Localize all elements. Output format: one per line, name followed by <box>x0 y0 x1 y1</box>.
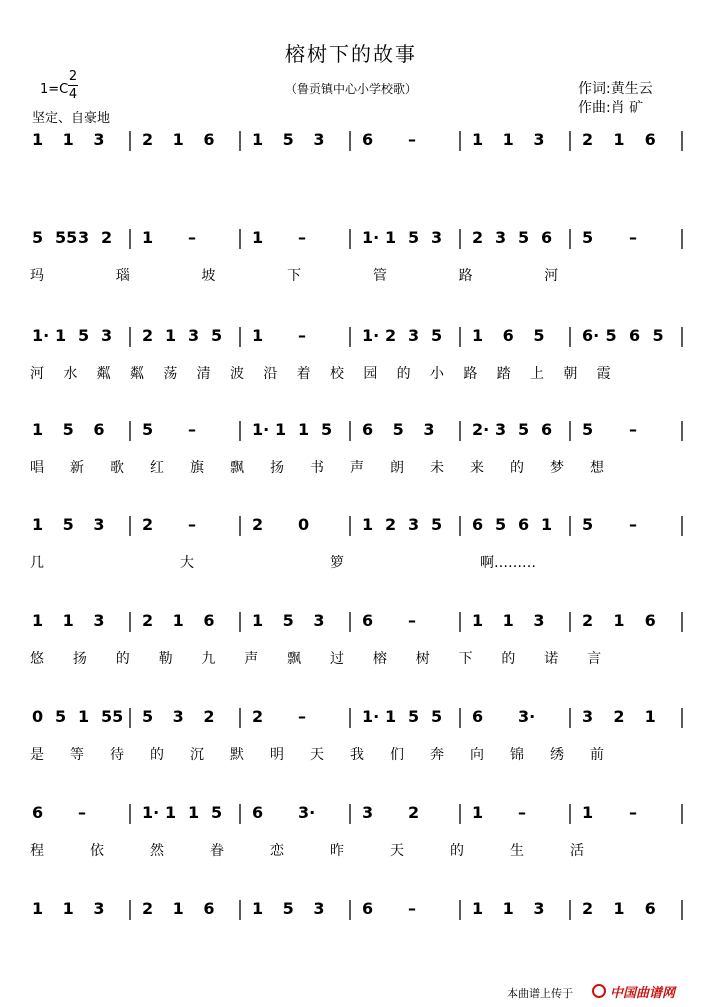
lyric-char: 是 <box>30 747 44 763</box>
note: 2 <box>142 130 154 149</box>
composer: 作曲:肖 矿 <box>578 100 644 116</box>
lyric-char: 声 <box>244 651 259 667</box>
lyric-char: 坡 <box>201 268 216 284</box>
note: 1· <box>362 707 380 726</box>
lyric-char: 啊……… <box>480 555 536 571</box>
lyric-char: 树 <box>415 651 430 667</box>
lyric-char: 旗 <box>190 460 204 476</box>
note: 6 <box>644 130 656 149</box>
note: 1 <box>472 803 484 822</box>
lyric-char: 波 <box>230 366 244 382</box>
note: 6 <box>629 326 641 345</box>
note: 6 <box>541 228 553 247</box>
logo-icon <box>592 984 606 998</box>
note: 1 <box>472 326 484 345</box>
note: 5 <box>652 326 664 345</box>
note: 3 <box>431 228 443 247</box>
note: – <box>629 228 637 247</box>
note: 3 <box>313 899 325 918</box>
note: 3 <box>408 326 420 345</box>
lyric-char: 校 <box>330 366 344 382</box>
lyric-char: 路 <box>463 366 478 382</box>
note: 5 <box>518 420 530 439</box>
note: 2 <box>582 611 594 630</box>
note: 2 <box>252 515 264 534</box>
lyric-char: 管 <box>372 268 387 284</box>
note: 3 <box>188 326 200 345</box>
note: 1· <box>362 228 380 247</box>
lyric-char: 瑙 <box>115 268 130 284</box>
note: 6 <box>472 515 484 534</box>
lyric-char: 想 <box>590 460 604 476</box>
note: 2 <box>142 326 154 345</box>
note: 1 <box>172 899 184 918</box>
note: 1 <box>502 899 514 918</box>
note: 5 <box>142 420 154 439</box>
note: 2 <box>142 515 154 534</box>
note: 1 <box>385 707 397 726</box>
note: 3 <box>423 420 435 439</box>
note: 5 <box>582 515 594 534</box>
note: 3 <box>172 707 184 726</box>
note: 6 <box>541 420 553 439</box>
note: 1 <box>252 130 264 149</box>
note: 1 <box>78 707 90 726</box>
note: – <box>298 707 306 726</box>
note: 1 <box>62 899 74 918</box>
note: 5 <box>408 707 420 726</box>
note: 1 <box>613 611 625 630</box>
note: 6 <box>203 130 215 149</box>
lyric-char: 水 <box>63 366 78 382</box>
lyric-char: 霞 <box>596 366 611 382</box>
lyric-char: 河 <box>544 268 559 284</box>
note: 5 <box>582 420 594 439</box>
note: 55 <box>101 707 124 726</box>
note: 2 <box>385 326 397 345</box>
note: 5 <box>142 707 154 726</box>
note: 5 <box>78 326 90 345</box>
note: 3 <box>93 130 105 149</box>
lyric-char: 沿 <box>263 366 278 382</box>
note: 1· <box>362 326 380 345</box>
note: – <box>629 420 637 439</box>
lyric-char: 我 <box>350 747 364 763</box>
lyric-char: 过 <box>330 651 344 667</box>
note: 3 <box>313 611 325 630</box>
note: 1 <box>32 130 44 149</box>
note: 1 <box>472 899 484 918</box>
lyric-char: 扬 <box>270 460 284 476</box>
note: 5 <box>495 515 507 534</box>
note: 1 <box>613 899 625 918</box>
note: 3 <box>93 611 105 630</box>
note: 5 <box>62 515 74 534</box>
lyric-char: 程 <box>30 843 44 859</box>
note: 3 <box>582 707 594 726</box>
lyric-char: 飘 <box>230 460 244 476</box>
note: 1 <box>582 803 594 822</box>
lyric-char: 新 <box>70 460 84 476</box>
note: 2 <box>582 130 594 149</box>
note: 5 <box>533 326 545 345</box>
footer-text: 本曲谱上传于 <box>507 987 573 1000</box>
lyric-char: 默 <box>230 747 244 763</box>
note: 1 <box>252 611 264 630</box>
lyric-char: 向 <box>470 747 484 763</box>
lyric-char: 勒 <box>158 651 173 667</box>
lyric-char: 锦 <box>510 747 524 763</box>
note: 2 <box>142 899 154 918</box>
note: 2 <box>385 515 397 534</box>
lyric-char: 沉 <box>190 747 204 763</box>
note: 5 <box>518 228 530 247</box>
note: 5 <box>211 803 223 822</box>
lyric-char: 园 <box>363 366 378 382</box>
time-signature-bottom: 4 <box>68 87 78 102</box>
lyric-char: 书 <box>310 460 324 476</box>
note: 1 <box>541 515 553 534</box>
lyric-char: 着 <box>296 366 311 382</box>
lyric-char: 等 <box>70 747 84 763</box>
lyric-char: 清 <box>196 366 211 382</box>
note: 1 <box>142 228 154 247</box>
note: 1 <box>472 130 484 149</box>
note: 1 <box>62 130 74 149</box>
note: 5 <box>282 130 294 149</box>
lyric-char: 荡 <box>163 366 178 382</box>
lyric-char: 天 <box>390 843 404 859</box>
lyric-char: 未 <box>430 460 444 476</box>
lyric-char: 扬 <box>72 651 87 667</box>
note: 6 <box>362 420 374 439</box>
note: 5 <box>211 326 223 345</box>
note: 3 <box>533 130 545 149</box>
note: – <box>188 515 196 534</box>
lyric-char: 路 <box>458 268 473 284</box>
note: 1 <box>502 130 514 149</box>
lyric-char: 声 <box>350 460 364 476</box>
note: 3 <box>408 515 420 534</box>
note: 1· <box>252 420 270 439</box>
lyric-char: 下 <box>287 268 302 284</box>
lyric-char: 恋 <box>270 843 284 859</box>
note: 5 <box>431 326 443 345</box>
lyric-char: 踏 <box>496 366 511 382</box>
note: 2 <box>613 707 625 726</box>
lyric-char: 的 <box>150 747 164 763</box>
note: 3 <box>495 420 507 439</box>
note: 2· <box>472 420 490 439</box>
lyric-char: 昨 <box>330 843 344 859</box>
note: 1· <box>142 803 160 822</box>
lyric-char: 玛 <box>30 268 44 284</box>
lyric-char: 绣 <box>550 747 564 763</box>
key-signature: 1=C <box>40 82 69 97</box>
time-signature-top: 2 <box>68 69 78 84</box>
note: 1 <box>275 420 287 439</box>
song-title: 榕树下的故事 <box>285 42 417 66</box>
lyric-char: 言 <box>587 651 602 667</box>
note: 3· <box>298 803 316 822</box>
note: 5 <box>431 707 443 726</box>
lyric-char: 歌 <box>110 460 124 476</box>
note: 1 <box>472 611 484 630</box>
note: 6 <box>362 899 374 918</box>
note: 6 <box>252 803 264 822</box>
note: 6 <box>644 899 656 918</box>
note: – <box>518 803 526 822</box>
note: – <box>629 515 637 534</box>
lyric-char: 粼 <box>130 366 144 382</box>
lyric-char: 粼 <box>96 366 111 382</box>
lyric-char: 明 <box>270 747 284 763</box>
lyric-char: 然 <box>150 843 164 859</box>
note: 1 <box>62 611 74 630</box>
lyric-char: 几 <box>30 555 44 571</box>
note: 2 <box>472 228 484 247</box>
note: 55 <box>55 228 78 247</box>
note: 5 <box>408 228 420 247</box>
note: 6 <box>203 899 215 918</box>
lyric-char: 的 <box>501 651 516 667</box>
note: – <box>408 899 416 918</box>
lyric-char: 悠 <box>30 651 44 667</box>
note: 5 <box>605 326 617 345</box>
note: – <box>298 228 306 247</box>
lyric-char: 上 <box>530 366 544 382</box>
song-subtitle: （鲁贡镇中心小学校歌） <box>284 82 417 96</box>
note: 6 <box>502 326 514 345</box>
site-logo: 中国曲谱网 <box>610 986 676 1001</box>
note: 1 <box>252 228 264 247</box>
lyric-char: 生 <box>510 843 524 859</box>
note: 6 <box>472 707 484 726</box>
note: 5 <box>55 707 67 726</box>
lyric-char: 九 <box>201 651 216 667</box>
note: 1 <box>172 130 184 149</box>
note: 3 <box>313 130 325 149</box>
lyric-char: 小 <box>430 366 444 382</box>
note: 2 <box>101 228 113 247</box>
note: 1 <box>252 899 264 918</box>
note: 1 <box>362 515 374 534</box>
lyric-char: 来 <box>470 460 484 476</box>
note: 6 <box>518 515 530 534</box>
note: 3 <box>533 611 545 630</box>
lyric-char: 箩 <box>330 555 344 571</box>
note: 2 <box>203 707 215 726</box>
note: – <box>188 228 196 247</box>
note: 5 <box>62 420 74 439</box>
lyric-char: 的 <box>115 651 130 667</box>
note: 5 <box>321 420 333 439</box>
note: – <box>408 611 416 630</box>
note: 6 <box>203 611 215 630</box>
note: 1 <box>32 611 44 630</box>
note: 2 <box>142 611 154 630</box>
note: 3 <box>93 899 105 918</box>
note: 6 <box>93 420 105 439</box>
lyric-char: 奔 <box>430 747 444 763</box>
note: 1· <box>32 326 50 345</box>
note: 1 <box>613 130 625 149</box>
lyric-char: 活 <box>570 843 584 859</box>
note: 3 <box>495 228 507 247</box>
lyric-char: 梦 <box>550 460 564 476</box>
note: 1 <box>165 803 177 822</box>
note: 1 <box>298 420 310 439</box>
lyric-char: 飘 <box>287 651 302 667</box>
note: 5 <box>582 228 594 247</box>
note: 1 <box>188 803 200 822</box>
note: 1 <box>385 228 397 247</box>
note: 5 <box>392 420 404 439</box>
note: 1 <box>32 899 44 918</box>
note: 2 <box>582 899 594 918</box>
lyric-char: 眷 <box>210 843 224 859</box>
note: 5 <box>282 899 294 918</box>
note: 1 <box>252 326 264 345</box>
note: 1 <box>165 326 177 345</box>
note: – <box>78 803 86 822</box>
lyric-char: 依 <box>90 843 104 859</box>
lyric-char: 待 <box>110 747 124 763</box>
tempo-marking: 坚定、自豪地 <box>32 111 111 126</box>
lyric-char: 朝 <box>563 366 578 382</box>
lyric-char: 朗 <box>390 460 404 476</box>
note: 3· <box>518 707 536 726</box>
note: – <box>408 130 416 149</box>
lyric-char: 天 <box>310 747 324 763</box>
note: 3 <box>93 515 105 534</box>
note: 3 <box>78 228 90 247</box>
note: 5 <box>32 228 44 247</box>
lyric-char: 河 <box>30 366 44 382</box>
note: – <box>629 803 637 822</box>
lyric-char: 的 <box>450 843 464 859</box>
lyricist: 作词:黄生云 <box>578 81 653 97</box>
note: 6 <box>644 611 656 630</box>
note: 3 <box>362 803 374 822</box>
note: 1 <box>502 611 514 630</box>
note: 6· <box>582 326 600 345</box>
lyric-char: 们 <box>390 747 404 763</box>
note: 3 <box>101 326 113 345</box>
lyric-char: 诺 <box>544 651 559 667</box>
lyric-char: 下 <box>458 651 473 667</box>
note: 2 <box>408 803 420 822</box>
note: 0 <box>298 515 310 534</box>
note: 2 <box>252 707 264 726</box>
note: 6 <box>32 803 44 822</box>
note: – <box>298 326 306 345</box>
note: 0 <box>32 707 44 726</box>
lyric-char: 唱 <box>30 460 44 476</box>
lyric-char: 的 <box>510 460 524 476</box>
lyric-char: 前 <box>590 747 604 763</box>
note: 1 <box>32 420 44 439</box>
note: 1 <box>172 611 184 630</box>
note: 6 <box>362 130 374 149</box>
note: 1 <box>55 326 67 345</box>
note: 1 <box>32 515 44 534</box>
note: 3 <box>533 899 545 918</box>
lyric-char: 榕 <box>372 651 387 667</box>
note: 6 <box>362 611 374 630</box>
note: – <box>188 420 196 439</box>
lyric-char: 的 <box>396 366 411 382</box>
note: 5 <box>431 515 443 534</box>
note: 1 <box>644 707 656 726</box>
note: 5 <box>282 611 294 630</box>
lyric-char: 大 <box>180 555 194 571</box>
lyric-char: 红 <box>150 460 164 476</box>
